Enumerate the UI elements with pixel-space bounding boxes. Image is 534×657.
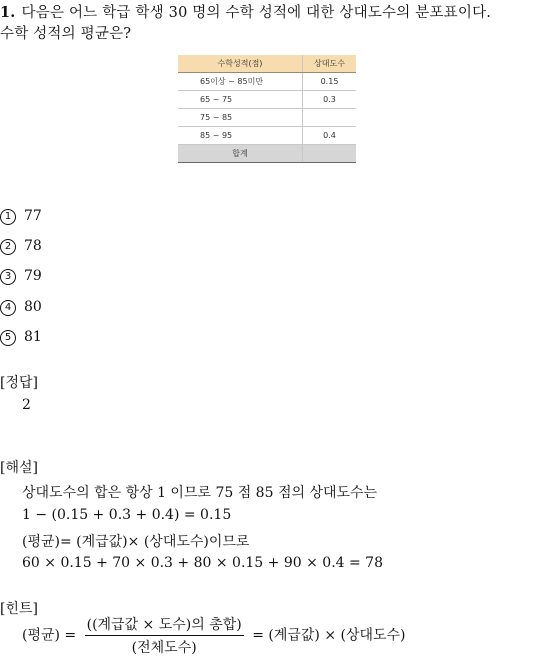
hint-denominator: (전체도수): [131, 640, 197, 656]
hint-fraction: [85, 614, 244, 657]
table-cell-score: 75 ~ 85: [178, 109, 303, 127]
explanation-line-3: (평균)= (계급값)× (상대도수)이므로: [22, 534, 250, 550]
choice-text: 80: [24, 299, 42, 315]
table-total-label: 합계: [178, 145, 303, 163]
hint-numerator: ((계급값 × 도수)의 총합): [85, 614, 244, 636]
choice-text: 81: [24, 329, 42, 345]
table-cell-relative-frequency: 0.15: [303, 73, 357, 91]
choice-2[interactable]: [0, 238, 42, 255]
choice-text: 78: [24, 238, 42, 254]
table-row: [178, 127, 356, 145]
table-header-score: 수학성적(점): [178, 55, 303, 73]
choice-number-mark: 3: [0, 269, 16, 285]
table-row: [178, 109, 356, 127]
choice-number-mark: 2: [0, 239, 16, 255]
choice-3[interactable]: [0, 268, 42, 285]
choice-1[interactable]: [0, 208, 42, 225]
table-row: [178, 91, 356, 109]
hint-label: [힌트]: [0, 601, 38, 617]
table-total-row: [178, 145, 356, 163]
question-text-1: 다음은 어느 학급 학생 30 명의 수학 성적에 대한 상대도수의 분포표이다.: [21, 5, 492, 21]
answer-value: 2: [22, 397, 31, 413]
table-cell-relative-frequency: [303, 109, 357, 127]
explanation-line-2: 1 − (0.15 + 0.3 + 0.4) = 0.15: [22, 507, 232, 523]
question-line-1: [0, 1, 491, 22]
table-cell-score: 85 ~ 95: [178, 127, 303, 145]
choice-number-mark: 4: [0, 300, 16, 316]
answer-label: [정답]: [0, 375, 38, 391]
table-cell-relative-frequency: 0.4: [303, 127, 357, 145]
choice-4[interactable]: [0, 299, 42, 316]
explanation-line-4: 60 × 0.15 + 70 × 0.3 + 80 × 0.15 + 90 × 0.4 = 78: [22, 555, 383, 571]
choice-number-mark: 5: [0, 330, 16, 346]
table-header-row: [178, 55, 356, 73]
relative-frequency-table: [178, 55, 356, 163]
table-cell-score: 65이상 ~ 85미만: [178, 73, 303, 91]
question-line-2: 수학 성적의 평균은?: [0, 26, 132, 42]
table-total-value: [303, 145, 357, 163]
question-number: 1.: [0, 4, 16, 21]
choice-5[interactable]: [0, 329, 42, 346]
explanation-label: [해설]: [0, 460, 38, 476]
choice-number-mark: 1: [0, 209, 16, 225]
table-row: [178, 73, 356, 91]
hint-lhs: (평균) =: [22, 627, 77, 644]
choice-text: 79: [24, 268, 42, 284]
table-header-relative-frequency: 상대도수: [303, 55, 357, 73]
table-cell-relative-frequency: 0.3: [303, 91, 357, 109]
table-cell-score: 65 ~ 75: [178, 91, 303, 109]
hint-rhs: = (계급값) × (상대도수): [252, 627, 406, 644]
hint-formula: [22, 614, 406, 657]
choice-text: 77: [24, 208, 42, 224]
explanation-line-1: 상대도수의 합은 항상 1 이므로 75 점 85 점의 상대도수는: [22, 485, 378, 501]
